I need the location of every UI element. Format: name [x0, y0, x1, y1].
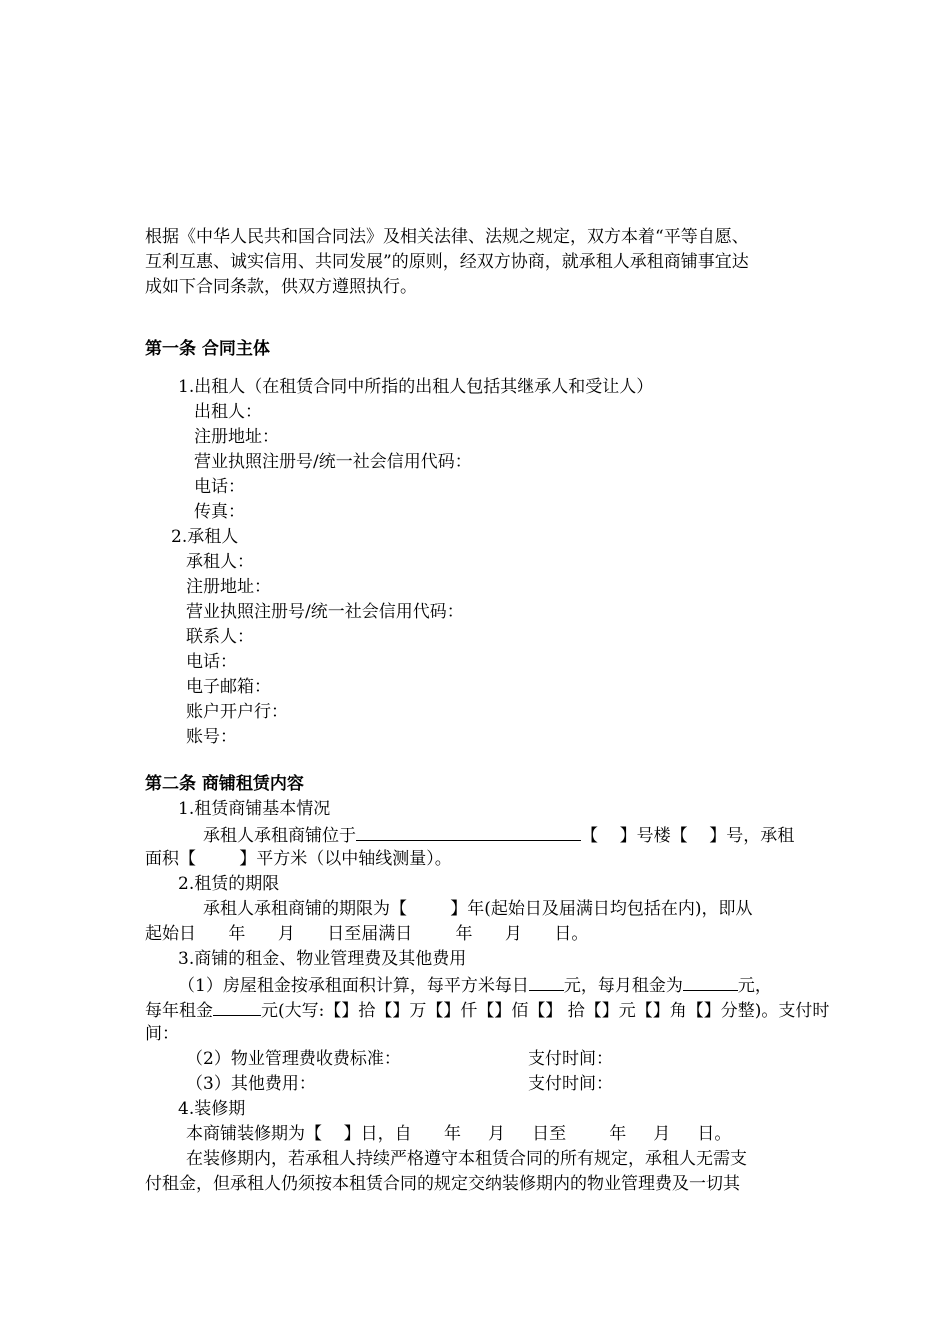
section-4-line-3: 付租金，但承租人仍须按本租赁合同的规定交纳装修期内的物业管理费及一切其: [145, 1174, 740, 1194]
annual-rent-blank: [213, 997, 261, 1016]
lessor-license-field: 营业执照注册号/统一社会信用代码：: [194, 452, 472, 472]
lessee-email-field: 电子邮箱：: [186, 677, 271, 697]
lessee-name-field: 承租人：: [186, 552, 254, 572]
lessee-phone-field: 电话：: [186, 652, 237, 672]
lessor-address-field: 注册地址：: [194, 427, 279, 447]
article-2-title: 第二条 商铺租赁内容: [145, 774, 304, 794]
preamble-line-2: 互利互惠、诚实信用、共同发展”的原则，经双方协商，就承租人承租商铺事宜达: [145, 252, 749, 272]
section-4-heading: 4.装修期: [178, 1099, 246, 1119]
other-fees-label: （3）其他费用：: [186, 1074, 316, 1094]
preamble-line-3: 成如下合同条款，供双方遵照执行。: [145, 277, 417, 297]
preamble-line-1: 根据《中华人民共和国合同法》及相关法律、法规之规定，双方本着“平等自愿、: [145, 227, 749, 247]
lessor-name-field: 出租人：: [194, 402, 262, 422]
lessee-address-field: 注册地址：: [186, 577, 271, 597]
other-fees-payment-time: 支付时间：: [528, 1074, 613, 1094]
lessee-contact-field: 联系人：: [186, 627, 254, 647]
section-1-line-1: 承租人承租商铺位于 【 】号楼【 】号，承租: [203, 822, 794, 849]
lessor-phone-field: 电话：: [194, 477, 245, 497]
section-4-line-1: 本商铺装修期为【 】日，自 年 月 日至 年 月 日。: [186, 1124, 732, 1144]
section-3-heading: 3.商铺的租金、物业管理费及其他费用: [178, 949, 467, 969]
daily-rent-blank: [529, 972, 564, 991]
monthly-rent-blank: [683, 972, 738, 991]
lessor-fax-field: 传真：: [194, 502, 245, 522]
rent-line-2: 每年租金 元(大写:【】拾【】万【】仟【】佰【】 拾【】元【】角【】分整)。支付时: [145, 997, 829, 1024]
rent-line-3: 间：: [145, 1024, 179, 1044]
lessee-heading: 2.承租人: [171, 527, 239, 547]
location-blank: [356, 822, 581, 841]
article-1-title: 第一条 合同主体: [145, 339, 270, 359]
rent-line-1: （1）房屋租金按承租面积计算，每平方米每日 元，每月租金为 元，: [178, 972, 772, 999]
management-fee-payment-time: 支付时间：: [528, 1049, 613, 1069]
section-1-heading: 1.租赁商铺基本情况: [178, 799, 331, 819]
section-2-line-1: 承租人承租商铺的期限为【 】年(起始日及届满日均包括在内)，即从: [203, 899, 753, 919]
section-4-line-2: 在装修期内，若承租人持续严格遵守本租赁合同的所有规定，承租人无需支: [186, 1149, 747, 1169]
lessor-heading: 1.出租人（在租赁合同中所指的出租人包括其继承人和受让人）: [178, 377, 654, 397]
lessee-account-field: 账号：: [186, 727, 237, 747]
lessee-license-field: 营业执照注册号/统一社会信用代码：: [186, 602, 464, 622]
lessee-bank-field: 账户开户行：: [186, 702, 288, 722]
management-fee-label: （2）物业管理费收费标准：: [186, 1049, 401, 1069]
section-1-line-2: 面积【 】平方米（以中轴线测量）。: [145, 849, 452, 869]
section-2-heading: 2.租赁的期限: [178, 874, 280, 894]
section-2-line-2: 起始日 年 月 日至届满日 年 月 日。: [145, 924, 589, 944]
